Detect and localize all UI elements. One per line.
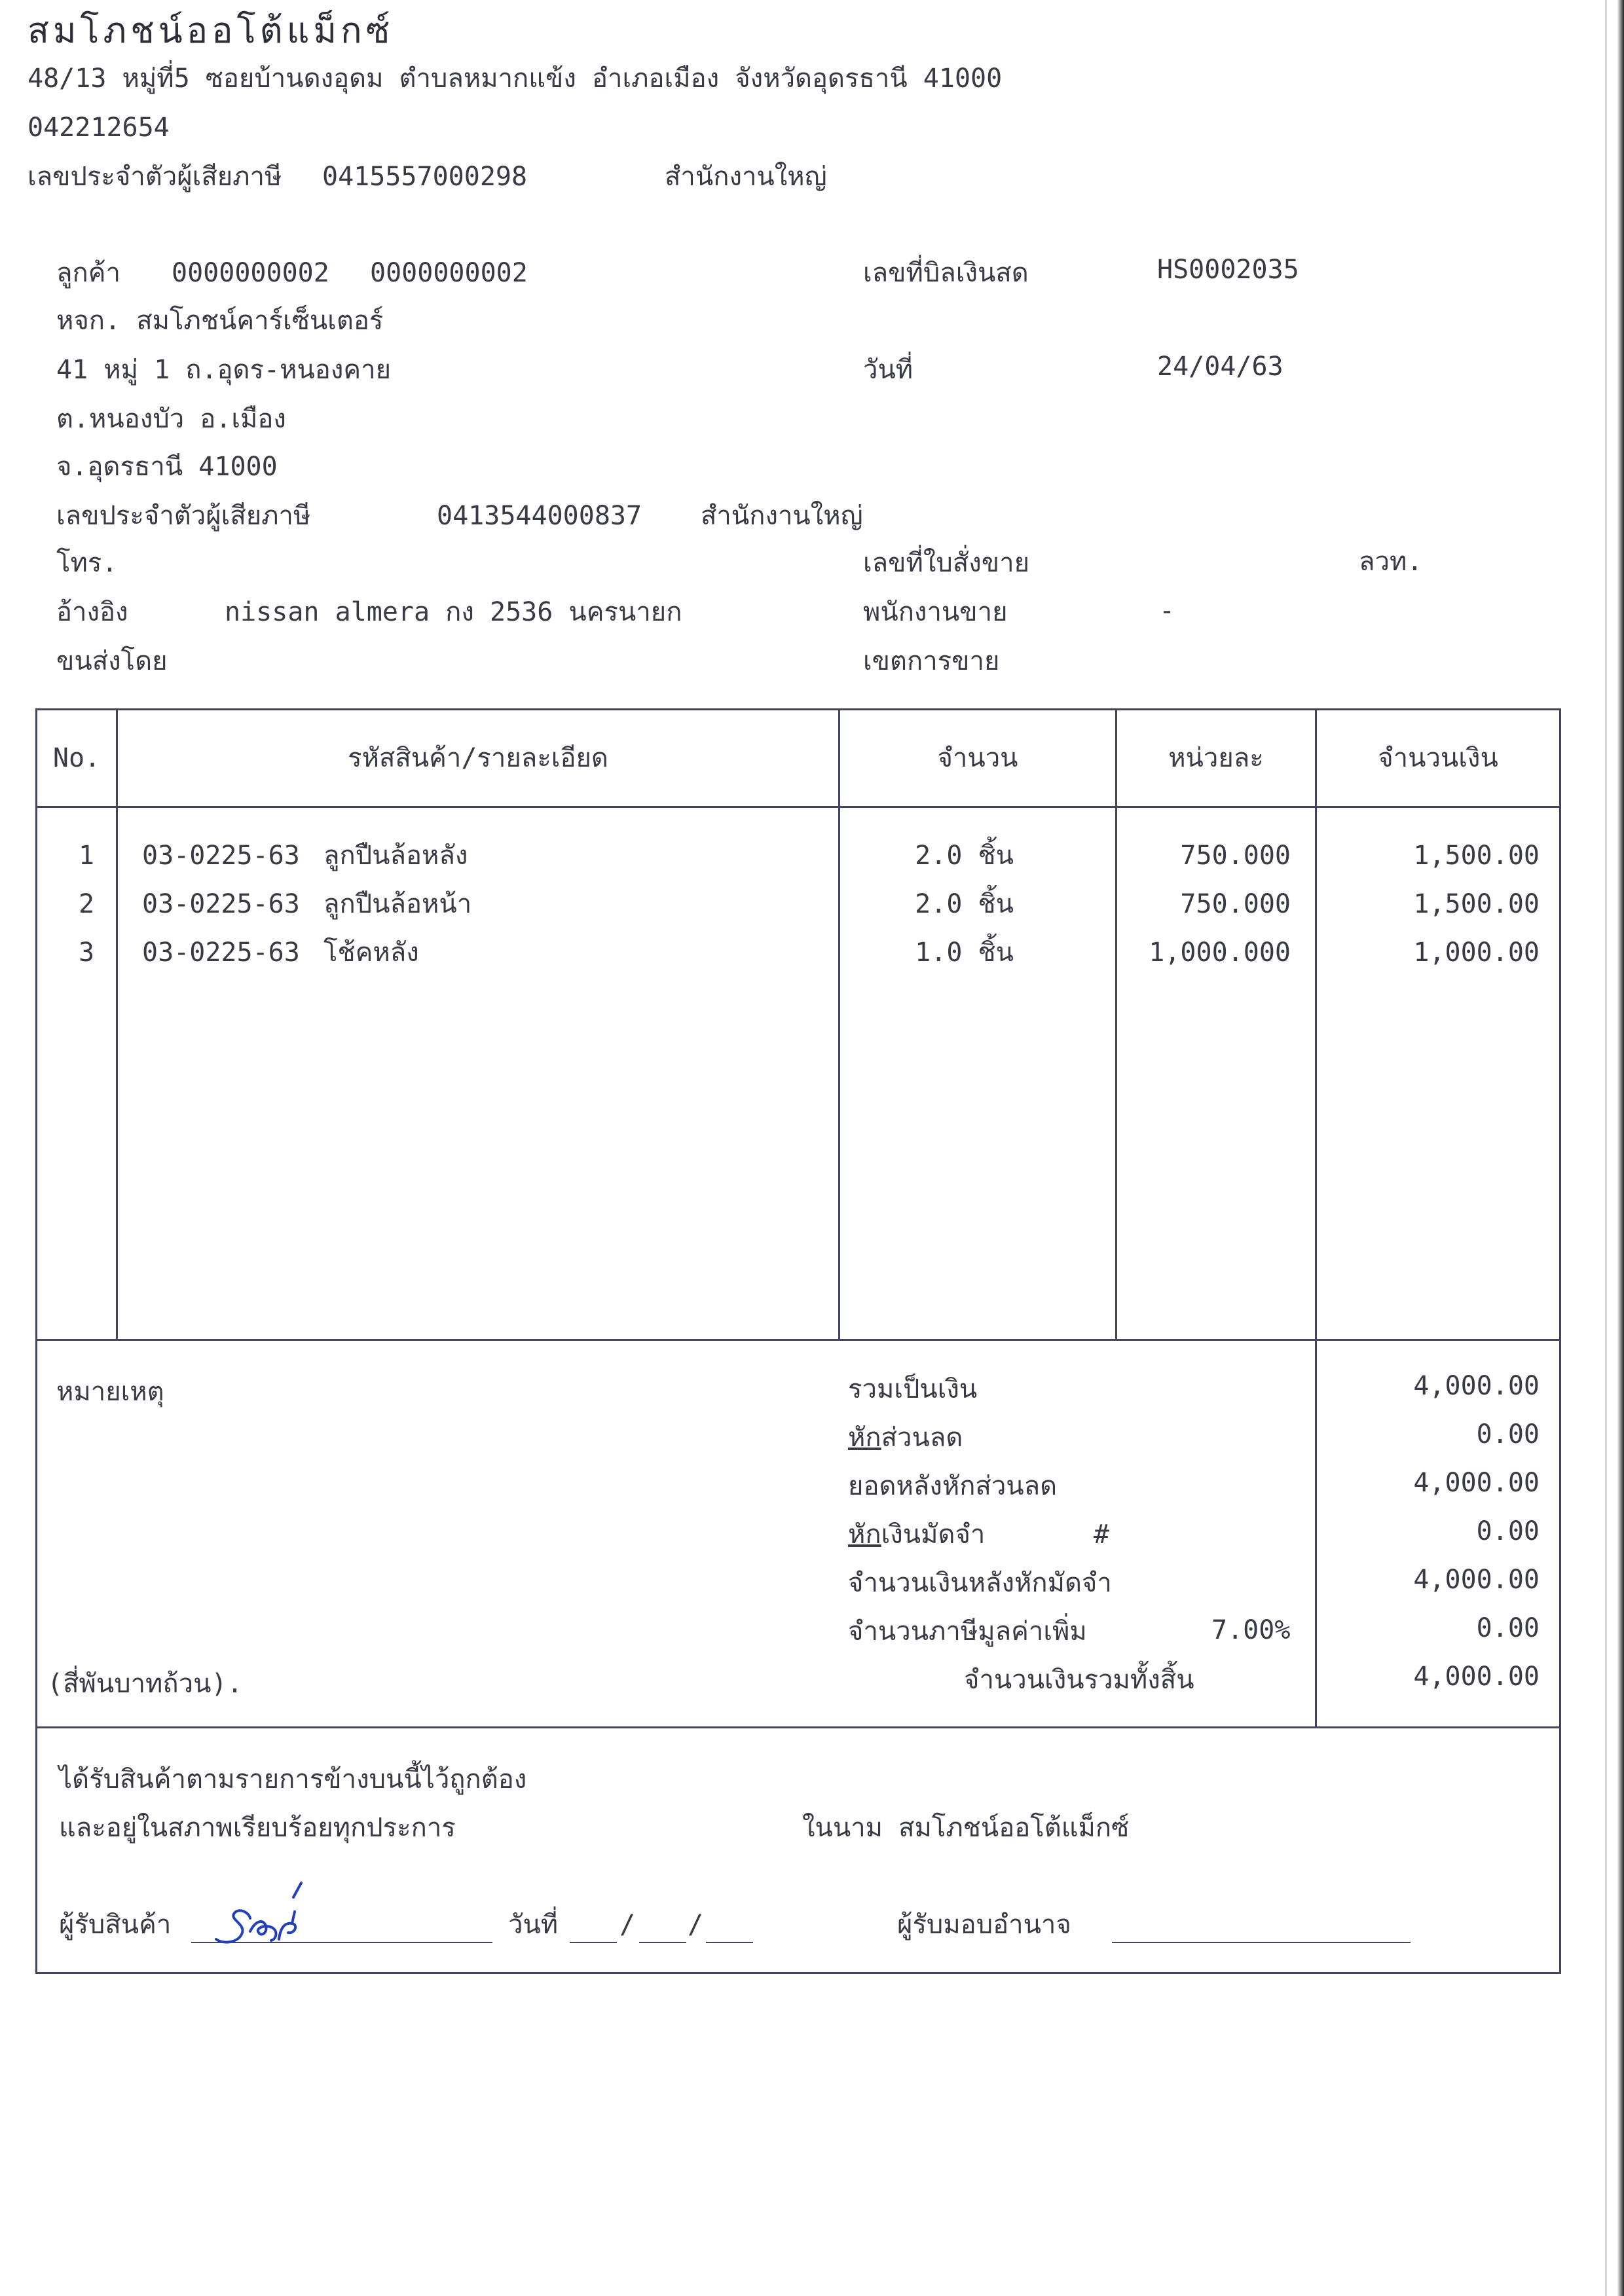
deposit-value: 0.00	[1476, 1516, 1540, 1546]
salesperson-label: พนักงานขาย	[863, 597, 1008, 627]
after-deposit-label: จำนวนเงินหลังหักมัดจำ	[848, 1568, 1112, 1598]
invoice-date: 24/04/63	[1157, 352, 1283, 382]
salesperson-value: -	[1159, 596, 1175, 626]
row-code: 03-0225-63	[142, 841, 300, 871]
customer-code-2: 0000000002	[370, 258, 528, 288]
subtotal-label: รวมเป็นเงิน	[848, 1374, 978, 1404]
remark-label: หมายเหตุ	[56, 1377, 164, 1407]
customer-branch: สำนักงานใหญ่	[701, 501, 863, 531]
receive-date-day-line	[570, 1942, 617, 1943]
vat-value: 0.00	[1476, 1613, 1540, 1643]
after-discount-label: ยอดหลังหักส่วนลด	[848, 1471, 1058, 1501]
on-behalf-of: ในนาม สมโภชน์ออโต้แม็กซ์	[802, 1813, 1130, 1843]
after-deposit-value: 4,000.00	[1413, 1565, 1540, 1595]
receive-date-year-line	[706, 1942, 753, 1943]
table-bottom-border	[35, 1339, 1561, 1341]
customer-code-1: 0000000002	[172, 258, 329, 288]
header-unit-price: หน่วยละ	[1168, 743, 1264, 773]
vat-rate: 7.00%	[1211, 1615, 1291, 1645]
customer-label: ลูกค้า	[56, 258, 120, 288]
receive-date-slash-2: /	[688, 1910, 704, 1940]
reference-label: อ้างอิง	[56, 597, 128, 627]
table-right-border	[1559, 708, 1561, 1974]
received-line-1: ได้รับสินค้าตามรายการข้างบนนี้ไว้ถูกต้อง	[59, 1764, 527, 1795]
sales-area-label: เขตการขาย	[863, 646, 1000, 676]
receiver-signature	[203, 1866, 327, 1951]
authorized-signature-line	[1112, 1942, 1411, 1943]
customer-tax-id: 0413544000837	[437, 501, 642, 531]
vat-label: จำนวนภาษีมูลค่าเพิ่ม	[848, 1616, 1087, 1647]
row-qty: 2.0 ชิ้น	[915, 841, 1014, 871]
row-qty: 1.0 ชิ้น	[915, 938, 1014, 968]
totals-bottom-border	[35, 1726, 1561, 1728]
deposit-hash: #	[1094, 1520, 1110, 1550]
row-unit-price: 1,000.000	[1149, 938, 1291, 968]
col-divider-no	[116, 708, 118, 1340]
company-tax-label: เลขประจำตัวผู้เสียภาษี	[28, 162, 282, 192]
row-no: 1	[78, 841, 95, 871]
shipping-label: ขนส่งโดย	[56, 646, 168, 676]
discount-label	[848, 1425, 963, 1451]
header-quantity: จำนวน	[937, 743, 1018, 773]
row-amount: 1,000.00	[1413, 938, 1540, 968]
company-branch: สำนักงานใหญ่	[665, 162, 827, 192]
scan-edge-shadow	[1617, 0, 1624, 2296]
company-tax-id: 0415557000298	[322, 162, 528, 192]
row-amount: 1,500.00	[1413, 889, 1540, 919]
discount-label-rest: ส่วนลด	[881, 1423, 963, 1453]
deposit-label	[848, 1522, 985, 1548]
receive-date-label: วันที่	[508, 1910, 559, 1940]
row-name: ลูกปืนล้อหน้า	[323, 889, 472, 919]
discount-label-prefix: หัก	[848, 1423, 881, 1453]
company-phone: 042212654	[28, 113, 170, 143]
customer-tax-label: เลขประจำตัวผู้เสียภาษี	[56, 501, 311, 531]
row-unit-price: 750.000	[1180, 841, 1291, 871]
receive-date-month-line	[639, 1942, 686, 1943]
row-code: 03-0225-63	[142, 889, 300, 919]
row-qty: 2.0 ชิ้น	[915, 889, 1014, 919]
sales-order-label: เลขที่ใบสั่งขาย	[863, 548, 1030, 578]
deposit-label-prefix: หัก	[848, 1520, 881, 1550]
receiver-label: ผู้รับสินค้า	[59, 1910, 172, 1940]
deposit-label-rest: เงินมัดจำ	[881, 1520, 986, 1550]
received-line-2: และอยู่ในสภาพเรียบร้อยทุกประการ	[59, 1813, 456, 1843]
header-amount: จำนวนเงิน	[1378, 743, 1498, 773]
bill-number-label: เลขที่บิลเงินสด	[863, 258, 1029, 288]
customer-address-1: 41 หมู่ 1 ถ.อุดร-หนองคาย	[56, 355, 392, 385]
row-no: 3	[78, 938, 95, 968]
header-description: รหัสสินค้า/รายละเอียด	[348, 743, 608, 773]
after-discount-value: 4,000.00	[1413, 1468, 1540, 1498]
invoice-date-label: วันที่	[863, 355, 913, 385]
bill-number: HS0002035	[1157, 255, 1299, 285]
reference-value: nissan almera กง 2536 นครนายก	[225, 597, 682, 627]
company-name: สมโภชน์ออโต้แม็กซ์	[28, 10, 394, 51]
customer-address-2: ต.หนองบัว อ.เมือง	[56, 404, 286, 434]
discount-value: 0.00	[1476, 1419, 1540, 1449]
customer-phone-label: โทร.	[56, 548, 118, 578]
company-address: 48/13 หมู่ที่5 ซอยบ้านดงอุดม ตำบลหมากแข้ง อำเภอเมือง จังหวัดอุดรธานี 41000	[28, 64, 1003, 94]
row-name: ลูกปืนล้อหลัง	[323, 841, 468, 871]
customer-name: หจก. สมโภชน์คาร์เซ็นเตอร์	[56, 306, 384, 336]
col-divider-qty	[1115, 708, 1117, 1340]
scan-edge-line	[1605, 0, 1607, 2296]
table-header-border	[35, 806, 1561, 808]
table-top-border	[35, 708, 1561, 710]
grand-total-label: จำนวนเงินรวมทั้งสิ้น	[964, 1665, 1194, 1695]
footer-bottom-border	[35, 1972, 1561, 1974]
col-divider-desc	[838, 708, 840, 1340]
row-name: โช้คหลัง	[323, 938, 419, 968]
authorized-person-label: ผู้รับมอบอำนาจ	[897, 1910, 1071, 1940]
row-code: 03-0225-63	[142, 938, 300, 968]
grand-total-value: 4,000.00	[1413, 1662, 1540, 1692]
subtotal-value: 4,000.00	[1413, 1371, 1540, 1401]
amount-in-words: (สี่พันบาทถ้วน).	[47, 1669, 243, 1699]
row-no: 2	[78, 889, 95, 919]
receive-date-slash-1: /	[619, 1910, 636, 1940]
header-no: No.	[52, 743, 101, 773]
row-amount: 1,500.00	[1413, 841, 1540, 871]
row-unit-price: 750.000	[1180, 889, 1291, 919]
sales-order-value: ลวท.	[1359, 547, 1423, 577]
customer-address-3: จ.อุดรธานี 41000	[56, 452, 278, 482]
